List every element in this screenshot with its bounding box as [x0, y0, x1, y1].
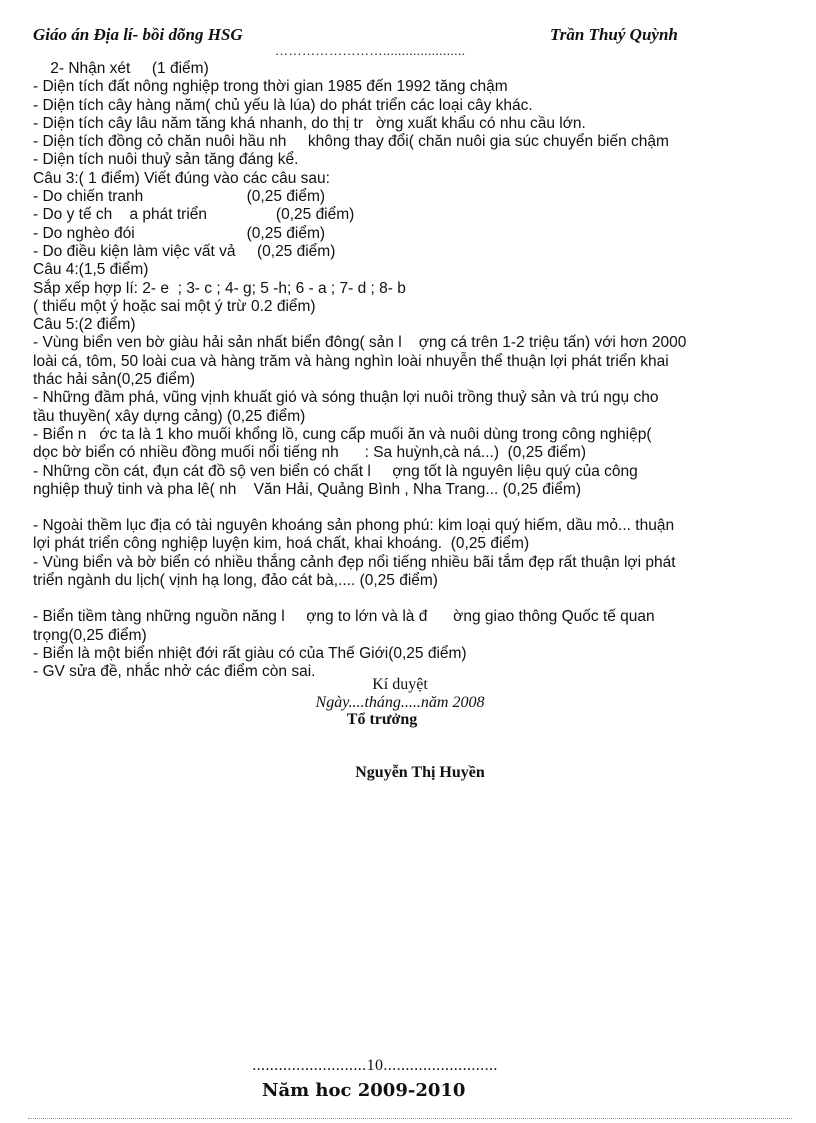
document-line: - Diện tích nuôi thuỷ sản tăng đáng kể. — [33, 151, 299, 169]
document-line: 2- Nhận xét (1 điểm) — [33, 60, 209, 77]
document-line: - Những cồn cát, đụn cát đồ sộ ven biển có chất l ợng tốt là nguyên liệu quý của công — [33, 462, 638, 480]
document-line: Sắp xếp hợp lí: 2- e ; 3- c ; 4- g; 5 -h; 6 - a ; 7- d ; 8- b — [33, 279, 406, 297]
document-line: - Ngoài thềm lục địa có tài nguyên khoáng sản phong phú: kim loại quý hiếm, dầu mỏ... thuận — [33, 517, 675, 535]
document-line: - Vùng biển và bờ biển có nhiều thắng cảnh đẹp nổi tiếng nhiều bãi tắm đẹp rất thuận lợi phát — [33, 553, 676, 571]
document-line: ( thiếu một ý hoặc sai một ý trừ 0.2 điểm) — [33, 297, 316, 315]
document-line: lợi phát triển công nghiệp luyện kim, hoá chất, khai khoáng. (0,25 điểm) — [33, 535, 530, 553]
document-body — [33, 60, 745, 682]
document-line: - Do chiến tranh (0,25 điểm) — [33, 188, 326, 206]
document-line: thác hải sản(0,25 điểm) — [33, 371, 195, 389]
footer-page-number: ..........................10.......................... — [252, 1057, 498, 1074]
document-line: - Diện tích đồng cỏ chăn nuôi hầu nh không thay đổi( chăn nuôi gia súc chuyển biến chậm — [33, 133, 669, 151]
approval-label: Kí duyệt — [372, 676, 428, 693]
document-line: - Diện tích cây lâu năm tăng khá nhanh, do thị tr ờng xuất khẩu có nhu cầu lớn. — [33, 114, 586, 132]
header-title-left: Giáo án Địa lí- bồi dõng HSG — [33, 25, 243, 44]
document-line: Câu 4:(1,5 điểm) — [33, 261, 149, 279]
header-dotted-line: ……………………...................... — [275, 43, 466, 58]
document-line: Câu 5:(2 điểm) — [33, 316, 136, 334]
document-line: trọng(0,25 điểm) — [33, 626, 147, 644]
document-line: - Diện tích đất nông nghiệp trong thời gian 1985 đến 1992 tăng chậm — [33, 78, 508, 96]
document-line: - Vùng biển ven bờ giàu hải sản nhất biển đông( sản l ợng cá trên 1-2 triệu tấn) với hơn 2000 — [33, 334, 687, 352]
document-line: - Do nghèo đói (0,25 điểm) — [33, 224, 326, 242]
approval-date: Ngày....tháng.....năm 2008 — [315, 694, 485, 711]
document-line: - Biển tiềm tàng những nguồn năng l ợng to lớn và là đ ờng giao thông Quốc tế quan — [33, 608, 655, 626]
signer-name: Nguyễn Thị Huyền — [355, 764, 485, 781]
document-line: loài cá, tôm, 50 loài cua và hàng trăm và hàng nghìn loài nhuyễn thể thuận lợi phát triển khai — [33, 352, 669, 370]
document-line: - Biển n ớc ta là 1 kho muối khổng lồ, cung cấp muối ăn và nuôi dùng trong công nghiệp( — [33, 425, 652, 443]
document-line: - Diện tích cây hàng năm( chủ yếu là lúa) do phát triển các loại cây khác. — [33, 96, 533, 114]
document-line: triển ngành du lịch( vịnh hạ long, đảo cát bà,.... (0,25 điểm) — [33, 572, 438, 590]
blank-line — [33, 499, 745, 517]
document-line: dọc bờ biển có nhiều đồng muối nổi tiếng nh : Sa huỳnh,cà ná...) (0,25 điểm) — [33, 444, 587, 462]
document-line: - Do y tế ch a phát triển (0,25 điểm) — [33, 206, 355, 224]
blank-line — [33, 590, 745, 608]
signer-role: Tổ trưởng — [346, 711, 418, 728]
header-author-right: Trần Thuý Quỳnh — [550, 25, 678, 44]
document-line: - Biển là một biển nhiệt đới rất giàu có của Thế Giới(0,25 điểm) — [33, 644, 467, 662]
footer-rule — [28, 1118, 792, 1119]
document-line: - GV sửa đề, nhắc nhở các điểm còn sai. — [33, 663, 316, 681]
document-line: tầu thuyền( xây dựng cảng) (0,25 điểm) — [33, 407, 306, 425]
document-line: - Do điều kiện làm việc vất vả (0,25 điểm) — [33, 242, 336, 260]
document-line: nghiệp thuỷ tinh và pha lê( nh Văn Hải, Quảng Bình , Nha Trang... (0,25 điểm) — [33, 480, 581, 498]
footer-school-year: Năm hoc 2009-2010 — [262, 1080, 466, 1101]
document-line: Câu 3:( 1 điểm) Viết đúng vào các câu sau: — [33, 169, 330, 187]
document-line: - Những đầm phá, vũng vịnh khuất gió và sóng thuận lợi nuôi trồng thuỷ sản và trú ngụ cho — [33, 389, 659, 407]
